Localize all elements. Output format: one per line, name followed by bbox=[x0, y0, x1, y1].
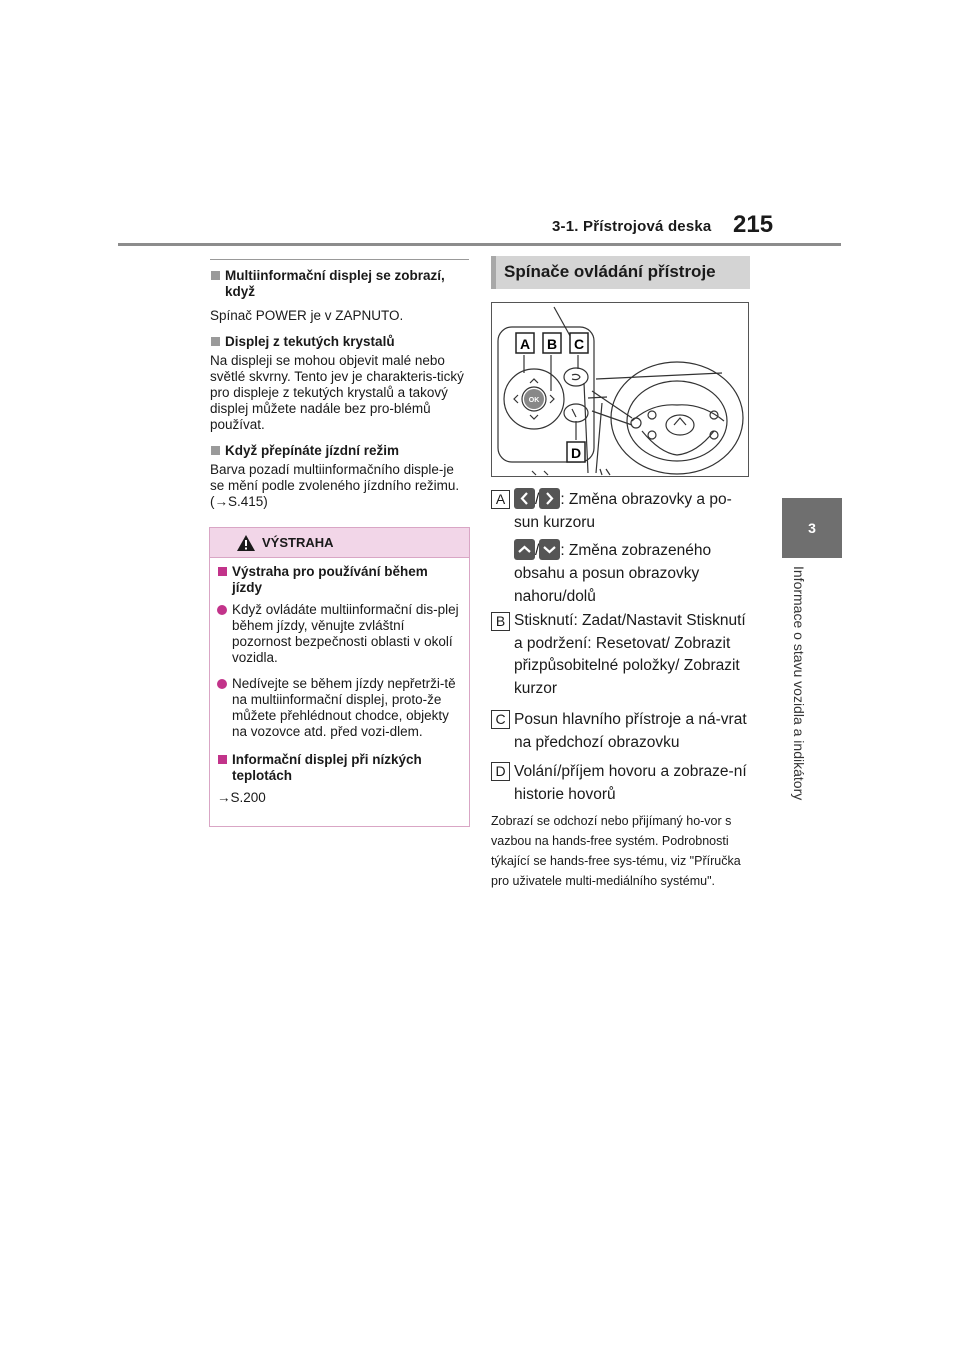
warning-heading-low-temp: Informační displej při nízkých teplotách bbox=[217, 752, 461, 784]
heading-drive-mode: Když přepínáte jízdní režim bbox=[210, 443, 470, 459]
heading-display-shown: Multiinformační displej se zobrazí, když bbox=[210, 268, 470, 300]
text-drive-mode: Barva pozadí multiinformačního disple-je se mění podle zvoleného jízdního režimu. (→S.415) bbox=[210, 462, 460, 509]
warning-bullet-1: Když ovládáte multiinformační dis-plej během jízdy, věnujte zvláštní pozornost bezpečnosti oblasti v okolí vozidla. bbox=[217, 602, 461, 666]
arrow-left-icon bbox=[514, 488, 535, 509]
steering-wheel-illustration bbox=[492, 303, 749, 477]
item-d bbox=[491, 760, 753, 806]
item-b-letter: B bbox=[491, 612, 510, 631]
arrow-up-icon bbox=[514, 539, 535, 560]
item-b-text: Stisknutí: Zadat/Nastavit Stisknutí a podržení: Resetovat/ Zobrazit přizpůsobitelné položky/ Zobrazit kurzor bbox=[514, 612, 746, 697]
warning-triangle-icon bbox=[236, 534, 256, 552]
section-title: 3-1. Přístrojová deska bbox=[552, 218, 712, 235]
item-b bbox=[491, 610, 753, 700]
chapter-title: Informace o stavu vozidla a indikátory bbox=[791, 566, 807, 801]
figure-label-d: D bbox=[570, 445, 582, 461]
header-rule bbox=[118, 243, 841, 246]
item-d-text: Volání/příjem hovoru a zobraze-ní historie hovorů bbox=[514, 763, 747, 803]
figure-label-c: C bbox=[573, 336, 585, 352]
text-lcd: Na displeji se mohou objevit malé nebo světlé skvrny. Tento jev je charakteris-tický pro displeje z tekutých krystalů a takový displej můžete nadále bez pro-blémů používat. bbox=[210, 353, 464, 432]
arrow-down-icon bbox=[539, 539, 560, 560]
chapter-tab bbox=[782, 498, 842, 558]
item-c-letter: C bbox=[491, 710, 510, 729]
item-d-letter: D bbox=[491, 762, 510, 781]
steering-switch-figure bbox=[491, 302, 749, 477]
text-power-on: Spínač POWER je v ZAPNUTO. bbox=[210, 308, 404, 323]
warning-box bbox=[209, 527, 470, 827]
switches-heading: Spínače ovládání přístroje bbox=[491, 256, 750, 289]
item-a-text-1: : Změna obrazovky a po-sun kurzoru bbox=[514, 491, 732, 531]
item-c bbox=[491, 708, 753, 754]
page-number: 215 bbox=[733, 211, 774, 238]
warning-header bbox=[210, 528, 469, 558]
warning-heading-driving: Výstraha pro používání během jízdy bbox=[217, 564, 461, 596]
item-a-letter: A bbox=[491, 490, 510, 509]
arrow-right-icon bbox=[539, 488, 560, 509]
hands-free-note: Zobrazí se odchozí nebo přijímaný ho-vor s vazbou na hands-free systém. Podrobnosti týkající se hands-free sys-tému, viz "Příručka pro uživatele multi-mediálního systému". bbox=[491, 814, 741, 888]
warning-bullet-2: Nedívejte se během jízdy nepřetrži-tě na multiinformační displej, proto-že můžete přehlédnout chodce, objekty na vozovce atd. před vozi-dlem. bbox=[217, 676, 461, 740]
item-a-text-2: : Změna zobrazeného obsahu a posun obrazovky nahoru/dolů bbox=[514, 542, 712, 605]
figure-label-b: B bbox=[546, 336, 558, 352]
left-column bbox=[210, 268, 470, 510]
left-top-rule bbox=[210, 259, 469, 260]
figure-ok-label: OK bbox=[528, 397, 540, 404]
chapter-number: 3 bbox=[808, 520, 816, 536]
item-c-text: Posun hlavního přístroje a ná-vrat na předchozí obrazovku bbox=[514, 711, 747, 751]
warning-title: VÝSTRAHA bbox=[262, 535, 334, 550]
heading-lcd: Displej z tekutých krystalů bbox=[210, 334, 470, 350]
warning-ref: →S.200 bbox=[217, 790, 266, 805]
item-a: A / : Změna obrazovky a po-sun kurzoru / : Změna zobrazeného obsahu a posun obrazovky nahoru/dolů bbox=[491, 488, 753, 608]
figure-label-a: A bbox=[519, 336, 531, 352]
